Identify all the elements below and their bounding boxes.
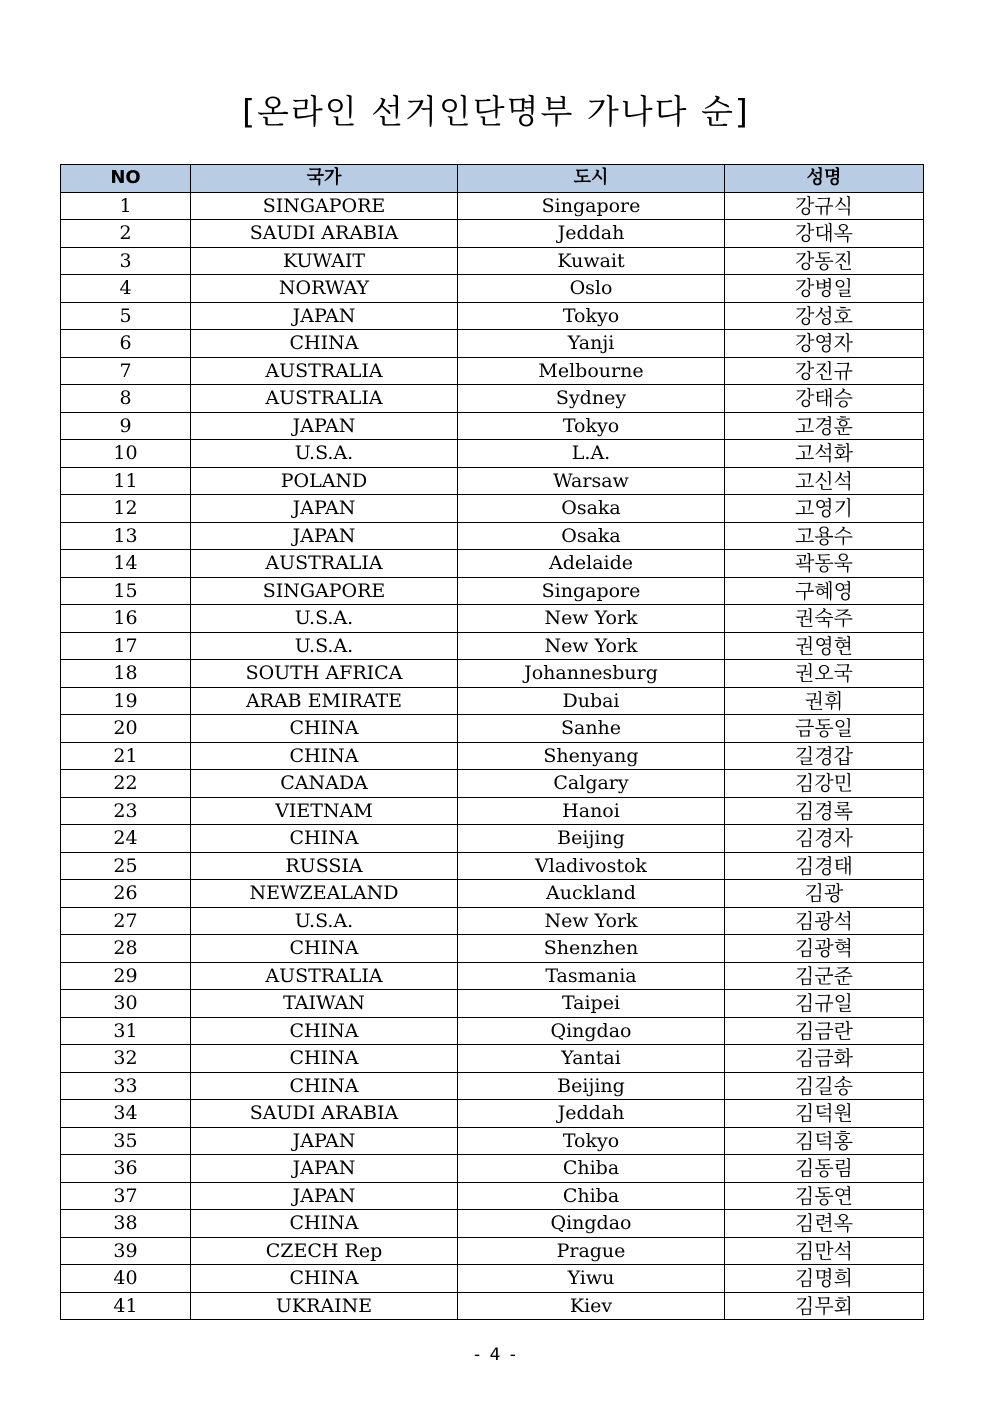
cell-city: Melbourne — [458, 357, 725, 385]
cell-country: JAPAN — [191, 1155, 458, 1183]
table-row — [61, 247, 924, 275]
cell-no: 25 — [61, 852, 191, 880]
cell-name: 강진규 — [725, 357, 924, 385]
table-body — [61, 192, 924, 1320]
header-country: 국가 — [191, 165, 458, 193]
cell-no: 39 — [61, 1237, 191, 1265]
cell-name: 김동림 — [725, 1155, 924, 1183]
table-row — [61, 852, 924, 880]
header-no: NO — [61, 165, 191, 193]
cell-no: 4 — [61, 275, 191, 303]
table-row — [61, 330, 924, 358]
cell-name: 권휘 — [725, 687, 924, 715]
cell-no: 33 — [61, 1072, 191, 1100]
cell-city: Hanoi — [458, 797, 725, 825]
cell-no: 31 — [61, 1017, 191, 1045]
cell-no: 34 — [61, 1100, 191, 1128]
cell-city: Tasmania — [458, 962, 725, 990]
table-row — [61, 1182, 924, 1210]
cell-name: 고신석 — [725, 467, 924, 495]
cell-country: SAUDI ARABIA — [191, 1100, 458, 1128]
table-row — [61, 385, 924, 413]
cell-country: CZECH Rep — [191, 1237, 458, 1265]
cell-city: Taipei — [458, 990, 725, 1018]
cell-name: 강대옥 — [725, 220, 924, 248]
table-row — [61, 825, 924, 853]
cell-city: Qingdao — [458, 1017, 725, 1045]
table-row — [61, 1100, 924, 1128]
cell-no: 27 — [61, 907, 191, 935]
cell-city: Shenzhen — [458, 935, 725, 963]
cell-no: 23 — [61, 797, 191, 825]
cell-no: 21 — [61, 742, 191, 770]
cell-no: 28 — [61, 935, 191, 963]
cell-name: 김명희 — [725, 1265, 924, 1293]
cell-name: 구혜영 — [725, 577, 924, 605]
cell-name: 고석화 — [725, 440, 924, 468]
cell-no: 37 — [61, 1182, 191, 1210]
cell-no: 30 — [61, 990, 191, 1018]
table-row — [61, 522, 924, 550]
cell-country: U.S.A. — [191, 605, 458, 633]
cell-no: 32 — [61, 1045, 191, 1073]
cell-name: 김무회 — [725, 1292, 924, 1320]
table-row — [61, 440, 924, 468]
cell-country: POLAND — [191, 467, 458, 495]
cell-name: 김강민 — [725, 770, 924, 798]
cell-name: 고경훈 — [725, 412, 924, 440]
cell-country: NEWZEALAND — [191, 880, 458, 908]
cell-no: 38 — [61, 1210, 191, 1238]
cell-country: CHINA — [191, 330, 458, 358]
cell-name: 권영현 — [725, 632, 924, 660]
cell-name: 곽동욱 — [725, 550, 924, 578]
table-row — [61, 275, 924, 303]
cell-country: U.S.A. — [191, 440, 458, 468]
cell-country: SINGAPORE — [191, 577, 458, 605]
cell-country: CHINA — [191, 1045, 458, 1073]
cell-country: CHINA — [191, 1072, 458, 1100]
table-row — [61, 660, 924, 688]
cell-city: Prague — [458, 1237, 725, 1265]
cell-no: 35 — [61, 1127, 191, 1155]
cell-city: Jeddah — [458, 1100, 725, 1128]
cell-country: CHINA — [191, 1210, 458, 1238]
cell-no: 5 — [61, 302, 191, 330]
table-row — [61, 770, 924, 798]
cell-name: 김련옥 — [725, 1210, 924, 1238]
cell-country: AUSTRALIA — [191, 357, 458, 385]
table-row — [61, 990, 924, 1018]
cell-city: Sanhe — [458, 715, 725, 743]
cell-country: AUSTRALIA — [191, 550, 458, 578]
table-row — [61, 797, 924, 825]
table-row — [61, 1017, 924, 1045]
table-row — [61, 715, 924, 743]
cell-country: AUSTRALIA — [191, 962, 458, 990]
cell-country: JAPAN — [191, 522, 458, 550]
cell-name: 김길송 — [725, 1072, 924, 1100]
cell-city: Chiba — [458, 1155, 725, 1183]
table-row — [61, 962, 924, 990]
cell-no: 20 — [61, 715, 191, 743]
cell-country: JAPAN — [191, 412, 458, 440]
cell-country: AUSTRALIA — [191, 385, 458, 413]
table-row — [61, 907, 924, 935]
cell-city: Jeddah — [458, 220, 725, 248]
table-row — [61, 467, 924, 495]
cell-city: Singapore — [458, 192, 725, 220]
table-row — [61, 880, 924, 908]
cell-city: Shenyang — [458, 742, 725, 770]
cell-no: 13 — [61, 522, 191, 550]
cell-city: Kuwait — [458, 247, 725, 275]
cell-country: CHINA — [191, 715, 458, 743]
cell-no: 41 — [61, 1292, 191, 1320]
cell-country: NORWAY — [191, 275, 458, 303]
table-row — [61, 1210, 924, 1238]
cell-name: 김군준 — [725, 962, 924, 990]
cell-name: 강영자 — [725, 330, 924, 358]
cell-no: 29 — [61, 962, 191, 990]
table-row — [61, 412, 924, 440]
cell-name: 김경태 — [725, 852, 924, 880]
cell-city: Adelaide — [458, 550, 725, 578]
cell-country: CHINA — [191, 825, 458, 853]
cell-name: 김덕원 — [725, 1100, 924, 1128]
cell-country: UKRAINE — [191, 1292, 458, 1320]
cell-name: 권오국 — [725, 660, 924, 688]
cell-country: U.S.A. — [191, 632, 458, 660]
cell-no: 10 — [61, 440, 191, 468]
table-row — [61, 1237, 924, 1265]
cell-name: 금동일 — [725, 715, 924, 743]
cell-name: 김동연 — [725, 1182, 924, 1210]
cell-city: Oslo — [458, 275, 725, 303]
cell-city: Beijing — [458, 1072, 725, 1100]
table-row — [61, 357, 924, 385]
cell-country: JAPAN — [191, 495, 458, 523]
cell-no: 3 — [61, 247, 191, 275]
table-row — [61, 605, 924, 633]
cell-country: SAUDI ARABIA — [191, 220, 458, 248]
table-row — [61, 1292, 924, 1320]
cell-city: Yantai — [458, 1045, 725, 1073]
table-row — [61, 495, 924, 523]
cell-no: 40 — [61, 1265, 191, 1293]
cell-name: 김규일 — [725, 990, 924, 1018]
cell-no: 8 — [61, 385, 191, 413]
cell-country: CHINA — [191, 1265, 458, 1293]
cell-city: New York — [458, 605, 725, 633]
cell-city: Yiwu — [458, 1265, 725, 1293]
cell-city: Tokyo — [458, 412, 725, 440]
table-row — [61, 687, 924, 715]
cell-no: 2 — [61, 220, 191, 248]
cell-country: TAIWAN — [191, 990, 458, 1018]
cell-name: 김금란 — [725, 1017, 924, 1045]
page-number: - 4 - — [474, 1345, 518, 1365]
voter-roster-table — [60, 164, 924, 1320]
page-title: [온라인 선거인단명부 가나다 순] — [242, 92, 750, 131]
cell-name: 김만석 — [725, 1237, 924, 1265]
cell-city: Chiba — [458, 1182, 725, 1210]
cell-city: Johannesburg — [458, 660, 725, 688]
cell-city: Beijing — [458, 825, 725, 853]
cell-country: SOUTH AFRICA — [191, 660, 458, 688]
cell-city: Tokyo — [458, 1127, 725, 1155]
table-row — [61, 550, 924, 578]
cell-city: Yanji — [458, 330, 725, 358]
cell-city: Auckland — [458, 880, 725, 908]
table-row — [61, 302, 924, 330]
table-row — [61, 192, 924, 220]
cell-name: 강성호 — [725, 302, 924, 330]
cell-city: Osaka — [458, 522, 725, 550]
cell-no: 14 — [61, 550, 191, 578]
table-row — [61, 742, 924, 770]
cell-no: 7 — [61, 357, 191, 385]
cell-no: 17 — [61, 632, 191, 660]
cell-name: 김광 — [725, 880, 924, 908]
cell-city: Qingdao — [458, 1210, 725, 1238]
cell-city: Sydney — [458, 385, 725, 413]
cell-no: 19 — [61, 687, 191, 715]
table-row — [61, 632, 924, 660]
table-row — [61, 577, 924, 605]
cell-city: Singapore — [458, 577, 725, 605]
cell-name: 강동진 — [725, 247, 924, 275]
cell-country: VIETNAM — [191, 797, 458, 825]
cell-country: RUSSIA — [191, 852, 458, 880]
cell-no: 9 — [61, 412, 191, 440]
table-row — [61, 1155, 924, 1183]
cell-name: 김경록 — [725, 797, 924, 825]
table-row — [61, 1072, 924, 1100]
table-row — [61, 1127, 924, 1155]
cell-city: L.A. — [458, 440, 725, 468]
cell-city: Tokyo — [458, 302, 725, 330]
cell-city: Calgary — [458, 770, 725, 798]
cell-name: 고용수 — [725, 522, 924, 550]
cell-name: 김광혁 — [725, 935, 924, 963]
cell-city: Warsaw — [458, 467, 725, 495]
cell-country: JAPAN — [191, 302, 458, 330]
cell-country: JAPAN — [191, 1182, 458, 1210]
cell-country: KUWAIT — [191, 247, 458, 275]
cell-no: 11 — [61, 467, 191, 495]
cell-name: 권숙주 — [725, 605, 924, 633]
cell-no: 1 — [61, 192, 191, 220]
cell-name: 고영기 — [725, 495, 924, 523]
cell-name: 김덕홍 — [725, 1127, 924, 1155]
cell-no: 6 — [61, 330, 191, 358]
cell-no: 12 — [61, 495, 191, 523]
cell-city: Osaka — [458, 495, 725, 523]
cell-no: 26 — [61, 880, 191, 908]
header-city: 도시 — [458, 165, 725, 193]
cell-city: Dubai — [458, 687, 725, 715]
table-row — [61, 1045, 924, 1073]
cell-name: 길경갑 — [725, 742, 924, 770]
cell-city: Kiev — [458, 1292, 725, 1320]
cell-name: 김금화 — [725, 1045, 924, 1073]
cell-country: JAPAN — [191, 1127, 458, 1155]
cell-city: New York — [458, 632, 725, 660]
cell-name: 강병일 — [725, 275, 924, 303]
cell-country: U.S.A. — [191, 907, 458, 935]
cell-country: SINGAPORE — [191, 192, 458, 220]
cell-name: 김광석 — [725, 907, 924, 935]
cell-no: 15 — [61, 577, 191, 605]
cell-country: CANADA — [191, 770, 458, 798]
table-row — [61, 935, 924, 963]
cell-country: CHINA — [191, 935, 458, 963]
cell-no: 16 — [61, 605, 191, 633]
cell-city: New York — [458, 907, 725, 935]
header-name: 성명 — [725, 165, 924, 193]
table-row — [61, 1265, 924, 1293]
cell-name: 강규식 — [725, 192, 924, 220]
cell-country: ARAB EMIRATE — [191, 687, 458, 715]
cell-name: 김경자 — [725, 825, 924, 853]
cell-no: 24 — [61, 825, 191, 853]
table-header-row — [61, 165, 924, 193]
cell-no: 22 — [61, 770, 191, 798]
cell-country: CHINA — [191, 742, 458, 770]
cell-country: CHINA — [191, 1017, 458, 1045]
cell-city: Vladivostok — [458, 852, 725, 880]
cell-name: 강태승 — [725, 385, 924, 413]
table-row — [61, 220, 924, 248]
cell-no: 18 — [61, 660, 191, 688]
cell-no: 36 — [61, 1155, 191, 1183]
